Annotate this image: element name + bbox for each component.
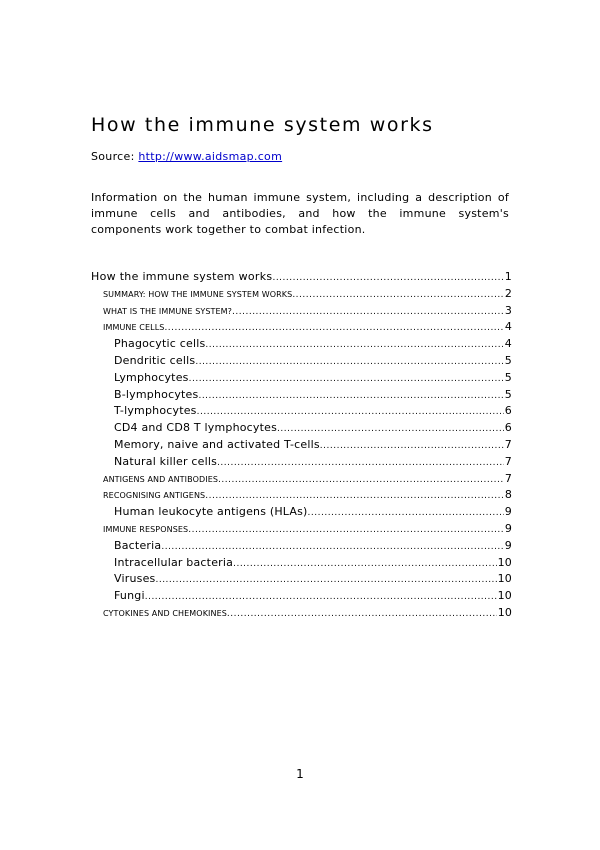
toc-entry[interactable]: [91, 354, 512, 371]
toc-entry-label: RECOGNISING ANTIGENS: [103, 491, 206, 501]
toc-leader: [272, 273, 503, 283]
toc-entry[interactable]: [91, 556, 512, 573]
toc-entry-label: Natural killer cells: [114, 454, 218, 468]
toc-entry[interactable]: [91, 404, 512, 421]
toc-entry[interactable]: [91, 438, 512, 455]
toc-leader: [292, 290, 504, 300]
toc-entry-page: 3: [504, 303, 512, 317]
toc-leader: [205, 491, 504, 501]
toc-entry[interactable]: [91, 589, 512, 606]
toc-entry-page: 9: [504, 505, 512, 519]
toc-leader: [277, 424, 504, 434]
toc-leader: [233, 559, 497, 569]
toc-leader: [164, 323, 503, 333]
toc-entry[interactable]: [91, 572, 512, 589]
toc-leader: [308, 508, 504, 518]
toc-entry-page: 2: [504, 286, 512, 300]
toc-entry-label: B-lymphocytes: [114, 387, 199, 401]
toc-entry-page: 8: [504, 488, 512, 502]
toc-entry[interactable]: [91, 539, 512, 556]
toc-entry[interactable]: [91, 488, 512, 505]
toc-entry[interactable]: [91, 388, 512, 405]
toc-entry-label: Lymphocytes: [114, 370, 189, 384]
toc-entry-label: Phagocytic cells: [114, 337, 206, 351]
toc-entry[interactable]: [91, 421, 512, 438]
toc-entry-page: 4: [504, 320, 512, 334]
toc-entry-page: 4: [504, 337, 512, 351]
page-number: 1: [296, 767, 304, 781]
toc-entry[interactable]: [91, 522, 512, 539]
toc-leader: [161, 542, 503, 552]
toc-entry[interactable]: [91, 270, 512, 287]
toc-entry-page: 9: [504, 538, 512, 552]
table-of-contents: [91, 270, 512, 623]
toc-entry-label: Human leukocyte antigens (HLAs): [114, 505, 308, 519]
toc-entry-label: How the immune system works: [91, 270, 273, 283]
toc-entry-label: IMMUNE RESPONSES: [103, 524, 189, 534]
toc-entry-label: SUMMARY: HOW THE IMMUNE SYSTEM WORKS: [103, 289, 293, 299]
toc-entry[interactable]: [91, 337, 512, 354]
toc-entry-label: Bacteria: [114, 538, 162, 552]
toc-entry[interactable]: [91, 606, 512, 623]
toc-leader: [217, 458, 504, 468]
toc-entry[interactable]: [91, 455, 512, 472]
toc-entry-page: 1: [504, 270, 512, 283]
toc-entry[interactable]: [91, 505, 512, 522]
toc-entry-label: Intracellular bacteria: [114, 555, 234, 569]
source-link[interactable]: http://www.aidsmap.com: [138, 150, 283, 163]
toc-entry-label: ANTIGENS AND ANTIBODIES: [103, 474, 219, 484]
toc-entry-page: 9: [504, 521, 512, 535]
toc-leader: [218, 475, 504, 485]
toc-entry-page: 10: [497, 555, 512, 569]
source-label: Source:: [91, 150, 135, 163]
toc-leader: [145, 592, 497, 602]
toc-entry-label: Viruses: [114, 572, 156, 586]
toc-entry-page: 7: [504, 471, 512, 485]
toc-entry-label: WHAT IS THE IMMUNE SYSTEM?: [103, 306, 233, 316]
toc-leader: [205, 340, 503, 350]
toc-entry-page: 10: [497, 589, 512, 603]
toc-entry-page: 10: [497, 605, 512, 619]
toc-leader: [195, 357, 503, 367]
toc-leader: [198, 391, 503, 401]
toc-entry-page: 5: [504, 353, 512, 367]
toc-entry-page: 5: [504, 387, 512, 401]
toc-leader: [188, 525, 504, 535]
toc-leader: [320, 441, 504, 451]
toc-entry-label: Fungi: [114, 589, 145, 603]
toc-leader: [227, 609, 497, 619]
document-title: How the immune system works: [91, 114, 434, 136]
toc-entry[interactable]: [91, 287, 512, 304]
toc-leader: [189, 374, 504, 384]
toc-entry-page: 6: [504, 421, 512, 435]
toc-entry[interactable]: [91, 371, 512, 388]
toc-entry-page: 5: [504, 370, 512, 384]
toc-entry-page: 6: [504, 404, 512, 418]
toc-entry-label: T-lymphocytes: [114, 404, 197, 418]
toc-entry-page: 10: [497, 572, 512, 586]
source-line: [91, 150, 282, 163]
toc-leader: [232, 307, 504, 317]
toc-entry[interactable]: [91, 320, 512, 337]
toc-entry-label: Dendritic cells: [114, 353, 196, 367]
toc-leader: [155, 575, 496, 585]
toc-entry-label: Memory, naive and activated T-cells: [114, 437, 320, 451]
toc-entry-page: 7: [504, 437, 512, 451]
toc-entry-label: CYTOKINES AND CHEMOKINES: [103, 608, 227, 618]
toc-entry-page: 7: [504, 454, 512, 468]
toc-entry[interactable]: [91, 472, 512, 489]
toc-entry[interactable]: [91, 304, 512, 321]
intro-paragraph: Information on the human immune system, including a description of immune cells and antibodies, and how the immune system's components work together to combat infection.: [91, 191, 509, 236]
toc-entry-label: CD4 and CD8 T lymphocytes: [114, 421, 278, 435]
toc-entry-label: IMMUNE CELLS: [103, 323, 165, 333]
toc-leader: [197, 407, 504, 417]
